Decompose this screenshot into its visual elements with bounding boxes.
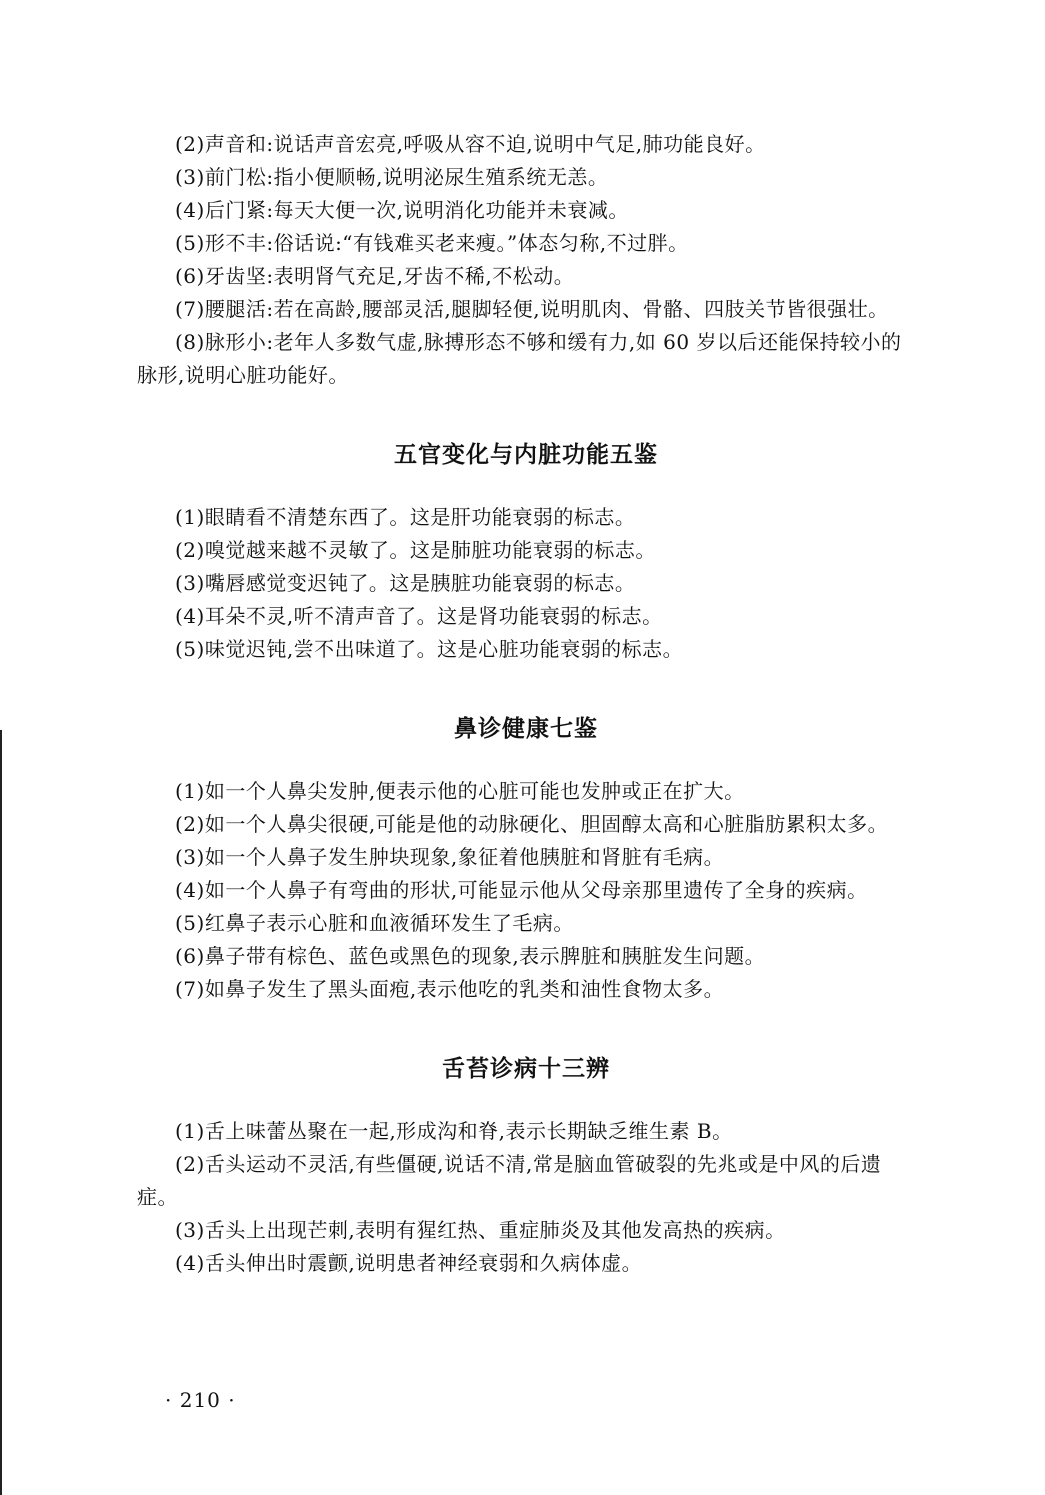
- page-number: · 210 ·: [165, 1388, 236, 1412]
- list-item: (1)如一个人鼻尖发肿,便表示他的心脏可能也发肿或正在扩大。: [175, 779, 745, 803]
- section-list: [137, 775, 915, 1006]
- list-item: (3)舌头上出现芒刺,表明有猩红热、重症肺炎及其他发高热的疾病。: [175, 1218, 786, 1242]
- list-item: (8)脉形小:老年人多数气虚,脉搏形态不够和缓有力,如 60 岁以后还能保持较小的脉形,说明心脏功能好。: [137, 330, 902, 387]
- section-title: 五官变化与内脏功能五鉴: [394, 442, 658, 468]
- list-item: (3)如一个人鼻子发生肿块现象,象征着他胰脏和肾脏有毛病。: [175, 845, 725, 869]
- section-title: 舌苔诊病十三辨: [442, 1056, 610, 1082]
- intro-list: [137, 128, 915, 392]
- list-item: (3)嘴唇感觉变迟钝了。这是胰脏功能衰弱的标志。: [175, 571, 636, 595]
- list-item: (5)味觉迟钝,尝不出味道了。这是心脏功能衰弱的标志。: [175, 637, 684, 661]
- section-list: [137, 501, 915, 666]
- list-item: (4)舌头伸出时震颤,说明患者神经衰弱和久病体虚。: [175, 1251, 643, 1275]
- list-item: (2)如一个人鼻尖很硬,可能是他的动脉硬化、胆固醇太高和心脏脂肪累积太多。: [175, 812, 889, 836]
- list-item: (4)如一个人鼻子有弯曲的形状,可能显示他从父母亲那里遗传了全身的疾病。: [175, 878, 868, 902]
- list-item: (2)嗅觉越来越不灵敏了。这是肺脏功能衰弱的标志。: [175, 538, 656, 562]
- list-item: (3)前门松:指小便顺畅,说明泌尿生殖系统无恙。: [175, 165, 609, 189]
- list-item: (6)牙齿坚:表明肾气充足,牙齿不稀,不松动。: [175, 264, 575, 288]
- list-item: (2)声音和:说话声音宏亮,呼吸从容不迫,说明中气足,肺功能良好。: [175, 132, 766, 156]
- page-body: [137, 128, 915, 1280]
- list-item: (5)红鼻子表示心脏和血液循环发生了毛病。: [175, 911, 574, 935]
- list-item: (6)鼻子带有棕色、蓝色或黑色的现象,表示脾脏和胰脏发生问题。: [175, 944, 766, 968]
- list-item: (7)如鼻子发生了黑头面疱,表示他吃的乳类和油性食物太多。: [175, 977, 725, 1001]
- section-list: [137, 1115, 915, 1280]
- list-item: (1)眼睛看不清楚东西了。这是肝功能衰弱的标志。: [175, 505, 636, 529]
- list-item: (1)舌上味蕾丛聚在一起,形成沟和脊,表示长期缺乏维生素 B。: [175, 1119, 733, 1143]
- list-item: (4)后门紧:每天大便一次,说明消化功能并未衰减。: [175, 198, 629, 222]
- list-item: (5)形不丰:俗话说:“有钱难买老来瘦。”体态匀称,不过胖。: [175, 231, 689, 255]
- list-item: (2)舌头运动不灵活,有些僵硬,说话不清,常是脑血管破裂的先兆或是中风的后遗症。: [137, 1152, 882, 1209]
- section-title: 鼻诊健康七鉴: [454, 716, 598, 742]
- list-item: (4)耳朵不灵,听不清声音了。这是肾功能衰弱的标志。: [175, 604, 663, 628]
- page-binding-edge: [0, 730, 2, 1495]
- list-item: (7)腰腿活:若在高龄,腰部灵活,腿脚轻便,说明肌肉、骨骼、四肢关节皆很强壮。: [175, 297, 889, 321]
